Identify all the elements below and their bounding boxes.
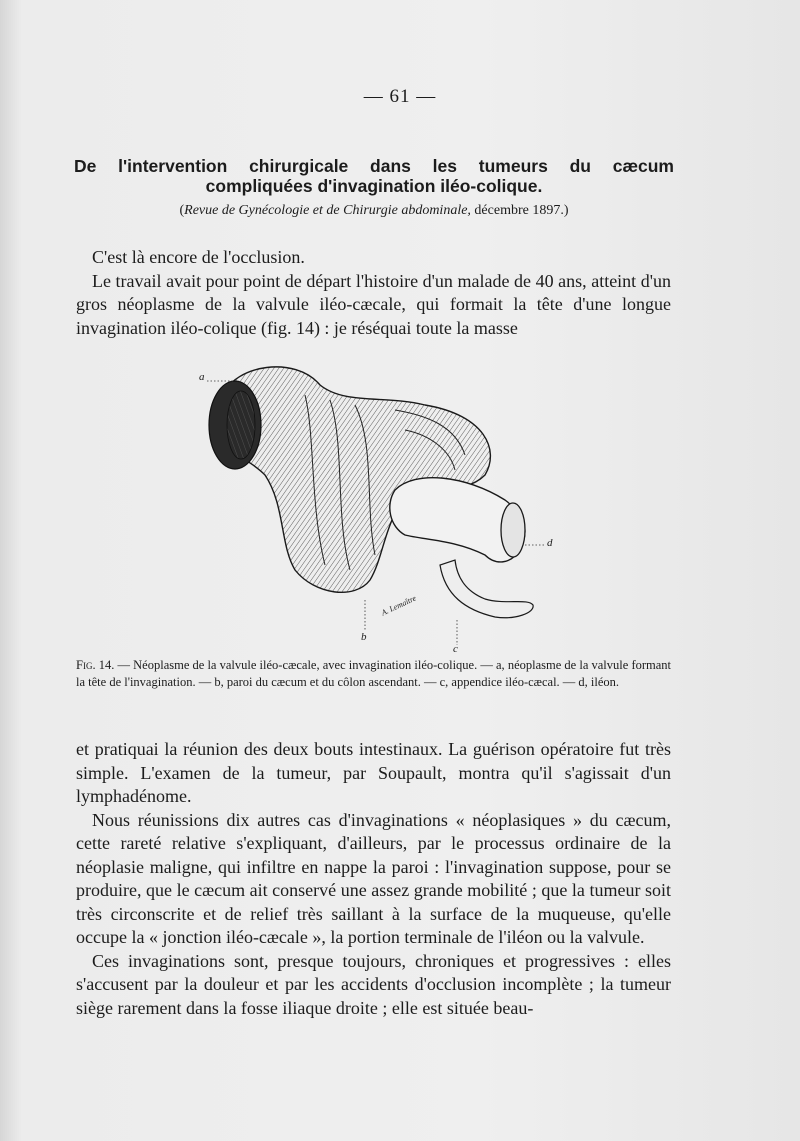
article-title (74, 156, 674, 196)
figure-caption (76, 657, 671, 691)
article-source: (Revue de Gynécologie et de Chirurgie abdominale, décembre 1897.) (179, 203, 569, 218)
source-date: décembre 1897. (474, 203, 564, 218)
figure-label-c: c (453, 643, 458, 655)
page-number: — 61 — (363, 86, 437, 107)
article-title-line-2: compliquées d'invagination iléo-colique. (205, 176, 543, 196)
paragraph: et pratiquai la réunion des deux bouts intestinaux. La guérison opératoire fut très simple. L'examen de la tumeur, par Soupault, montra qu'il s'agissait d'un lymphadénome. (76, 739, 671, 806)
figure-number: Fig. 14. (76, 658, 115, 672)
figure-label-a: a (199, 371, 205, 383)
figure-label-d: d (547, 537, 553, 549)
engraver-signature: A. Lemaître (379, 593, 418, 618)
anatomical-illustration (195, 355, 565, 655)
paragraph: Le travail avait pour point de départ l'histoire d'un malade de 40 ans, atteint d'un gros néoplasme de la valvule iléo-cæcale, qui formait la tête d'une longue invagination iléo-colique (fig. 14) : je réséquai toute la masse (76, 270, 671, 338)
source-journal: Revue de Gynécologie et de Chirurgie abdominale, (184, 203, 471, 218)
paragraph: C'est là encore de l'occlusion. (92, 247, 305, 267)
article-title-line-1: De l'intervention chirurgicale dans les tumeurs du cæcum (74, 156, 674, 176)
figure-caption-text: — Néoplasme de la valvule iléo-cæcale, avec invagination iléo-colique. — a, néoplasme de la valvule formant la tête de l'invagination. — b, paroi du cæcum et du côlon ascendant. — c, appendice iléo-cæcal. — d, iléon. (76, 658, 672, 689)
figure-label-b: b (361, 631, 367, 643)
body-text-top (76, 246, 671, 340)
paragraph: Ces invaginations sont, presque toujours, chroniques et progressives : elles s'accusent par la douleur et par les accidents d'occlusion incomplète ; la tumeur siège rarement dans la fosse iliaque droite ; elle est située beau- (76, 950, 671, 1018)
body-text-bottom (76, 738, 671, 1020)
appendix (440, 560, 533, 618)
paragraph: Nous réunissions dix autres cas d'invaginations « néoplasiques » du cæcum, cette rareté relative s'expliquant, d'ailleurs, par le processus ordinaire de la néoplasie maligne, qui infiltre en nappe la paroi : l'invagination suppose, pour se produire, que le cæcum ait conservé une assez grande mobilité ; que la tumeur soit très circonscrite et de relief très saillant à la surface de la muqueuse, qu'elle occupe la « jonction iléo-cæcale », la portion terminale de l'iléon ou la valvule. (76, 809, 671, 947)
